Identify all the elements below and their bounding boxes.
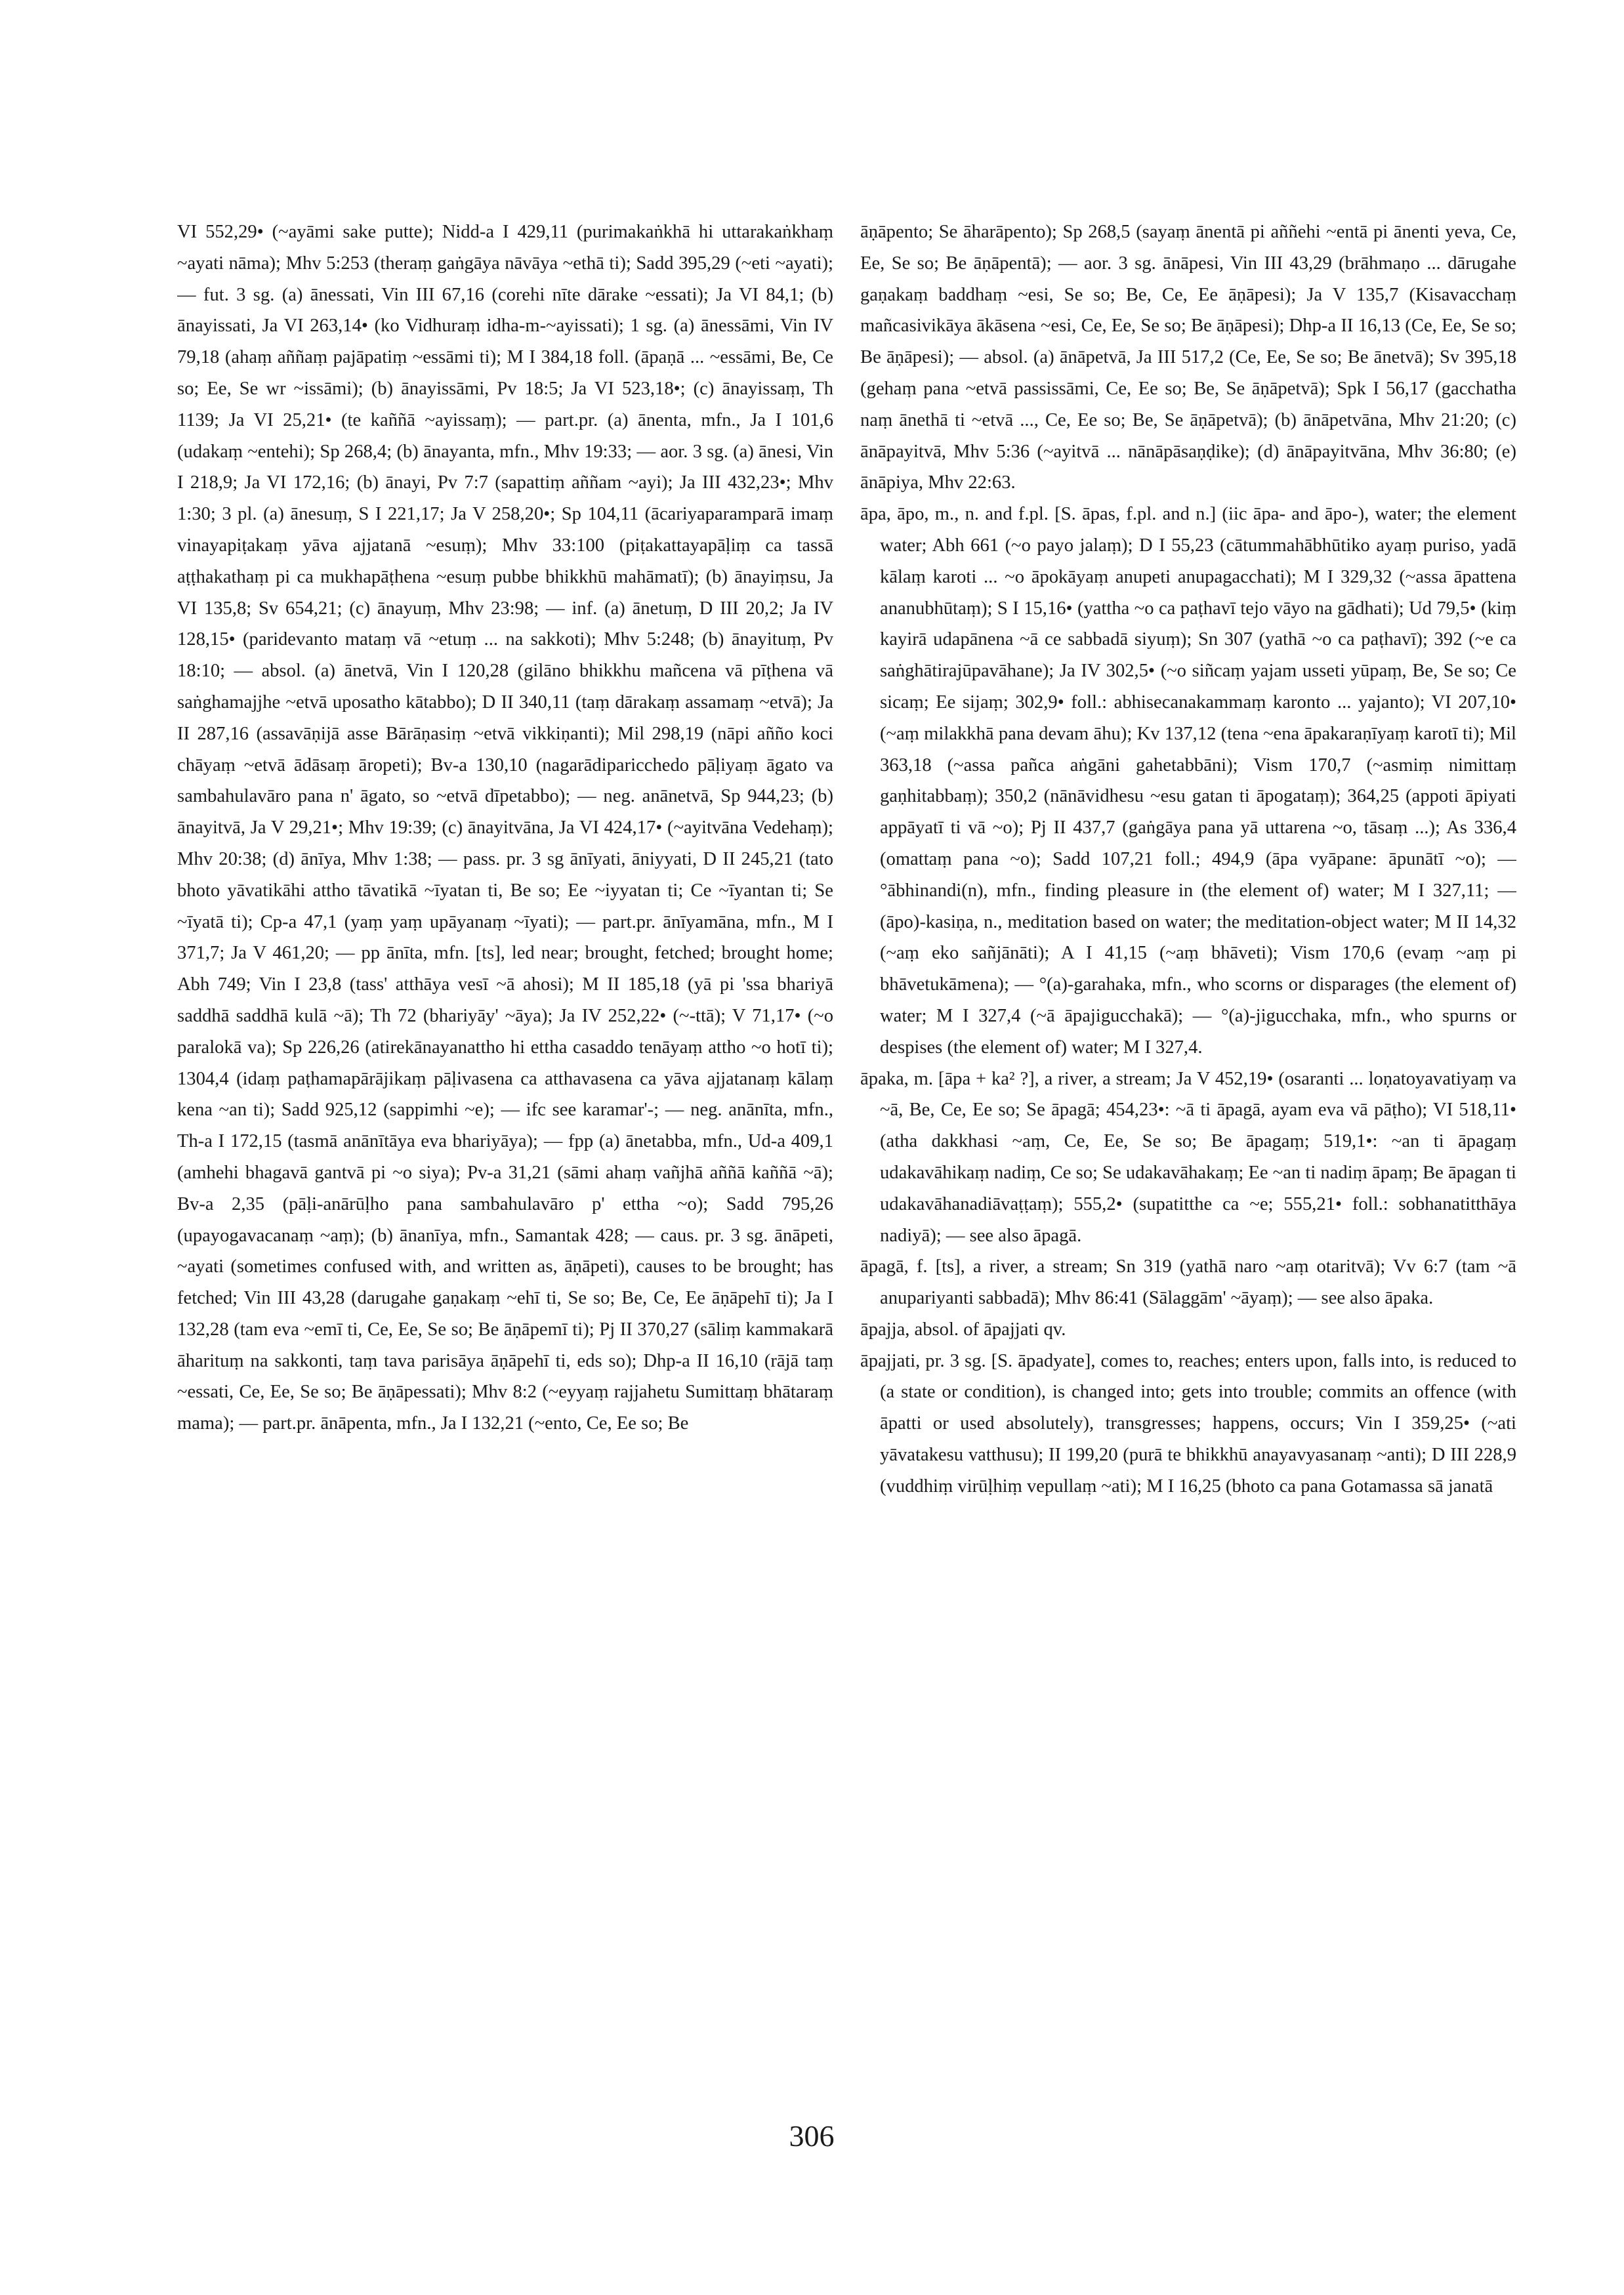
entry-apajjati: āpajjati, pr. 3 sg. [S. āpadyate], comes to, reaches; enters upon, falls into, is reduced to (a state or condition), is changed into; gets into trouble; commits an offence (with āpatti or used absolutely), transgresses; happens, occurs; Vin I 359,25• (~ati yāvatakesu vatthusu); II 199,20 (purā te bhikkhū anayavyasanaṃ ~anti); D III 228,9 (vuddhiṃ virūḷhiṃ vepullaṃ ~ati); M I 16,25 (bhoto ca pana Gotamassa sā janatā xyxy=(860,1350,1516,1497)
left-column xyxy=(177,217,833,2119)
entry-apaga: āpagā, f. [ts], a river, a stream; Sn 319 (yathā naro ~aṃ otaritvā); Vv 6:7 (tam ~ā anupariyanti sabbadā); Mhv 86:41 (Sālaggām' ~āyaṃ); — see also āpaka. xyxy=(860,1256,1516,1309)
entry-continuation: āṇāpento; Se āharāpento); Sp 268,5 (sayaṃ ānentā pi aññehi ~entā pi ānenti yeva, Ce, Ee, Se so; Be āṇāpentā); — aor. 3 sg. ānāpesi, Vin III 43,29 (brāhmaṇo ... dārugahe gaṇakaṃ baddhaṃ ~esi, Se so; Be, Ce, Ee āṇāpesi); Ja V 135,7 (Kisavacchaṃ mañcasivikāya ākāsena ~esi, Ce, Ee, Se so; Be āṇāpesi); Dhp-a II 16,13 (Ce, Ee, Se so; Be āṇāpesi); — absol. (a) ānāpetvā, Ja III 517,2 (Ce, Ee, Se so; Be ānetvā); Sv 395,18 (gehaṃ pana ~etvā passissāmi, Ce, Ee so; Be, Se āṇāpetvā); Spk I 56,17 (gacchatha naṃ ānethā ti ~etvā ..., Ce, Ee so; Be, Se āṇāpetvā); (b) ānāpetvāna, Mhv 21:20; (c) ānāpayitvā, Mhv 5:36 (~ayitvā ... nānāpāsaṇḍike); (d) ānāpayitvāna, Mhv 36:80; (e) ānāpiya, Mhv 22:63. xyxy=(860,222,1516,493)
entry-apaka: āpaka, m. [āpa + ka² ?], a river, a stream; Ja V 452,19• (osaranti ... loṇatoyavatiyaṃ va ~ā, Be, Ce, Ee so; Se āpagā; 454,23•: ~ā ti āpagā, ayam eva vā pāṭho); VI 518,11• (atha dakkhasi ~aṃ, Ce, Ee, Se so; Be āpagaṃ; 519,1•: ~an ti āpagaṃ udakavāhikaṃ nadiṃ, Ce so; Se udakavāhakaṃ; Ee ~an ti nadiṃ āpaṃ; Be āpagan ti udakavāhanadiāvaṭṭaṃ); 555,2• (supatitthe ca ~e; 555,21• foll.: sobhanatitthāya nadiyā); — see also āpagā. xyxy=(860,1068,1516,1246)
page-number: 306 xyxy=(789,2119,835,2153)
entry-apa: āpa, āpo, m., n. and f.pl. [S. āpas, f.pl. and n.] (iic āpa- and āpo-), water; the element water; Abh 661 (~o payo jalaṃ); D I 55,23 (cātummahābhūtiko ayaṃ puriso, yadā kālaṃ karoti ... ~o āpokāyaṃ anupeti anupagacchati); M I 329,32 (~assa āpattena ananubhūtaṃ); S I 15,16• (yattha ~o ca paṭhavī tejo vāyo na gādhati); Ud 79,5• (kiṃ kayirā udapānena ~ā ce sabbadā siyuṃ); Sn 307 (yathā ~o ca paṭhavī); 392 (~e ca saṅghātirajūpavāhane); Ja IV 302,5• (~o siñcaṃ yajam usseti yūpaṃ, Be, Se so; Ce sicaṃ; Ee sijaṃ; 302,9• foll.: abhisecanakammaṃ karonto ... yajanto); VI 207,10• (~aṃ milakkhā pana devam āhu); Kv 137,12 (tena ~ena āpakaraṇīyaṃ karotī ti); Mil 363,18 (~assa pañca aṅgāni gahetabbāni); Vism 170,7 (~asmiṃ nimittaṃ gaṇhitabbaṃ); 350,2 (nānāvidhesu ~esu gatan ti āpogataṃ); 364,25 (appoti āpiyati appāyatī ti vā ~o); Pj II 437,7 (gaṅgāya pana yā uttarena ~o, tāsaṃ ...); As 336,4 (omattaṃ pana ~o); Sadd 107,21 foll.; 494,9 (āpa vyāpane: āpunātī ~o); — °ābhinandi(n), mfn., finding pleasure in (the element of) water; M I 327,11; — (āpo)-kasiṇa, n., meditation based on water; the meditation-object water; M II 14,32 (~aṃ eko sañjānāti); A I 41,15 (~aṃ bhāveti); Vism 170,6 (evaṃ ~aṃ pi bhāvetukāmena); — °(a)-garahaka, mfn., who scorns or disparages (the element of) water; M I 327,4 (~ā āpajigucchakā); — °(a)-jigucchaka, mfn., who spurns or despises (the element of) water; M I 327,4. xyxy=(860,504,1516,1058)
right-column xyxy=(860,217,1516,2119)
entry-apajja: āpajja, absol. of āpajjati qv. xyxy=(860,1319,1066,1340)
left-column-text: VI 552,29• (~ayāmi sake putte); Nidd-a I 429,11 (purimakaṅkhā hi uttarakaṅkhaṃ ~ayati nāma); Mhv 5:253 (theraṃ gaṅgāya nāvāya ~ethā ti); Sadd 395,29 (~eti ~ayati); — fut. 3 sg. (a) ānessati, Vin III 67,16 (corehi nīte dārake ~essati); Ja VI 84,1; (b) ānayissati, Ja VI 263,14• (ko Vidhuraṃ idha-m-~ayissati); 1 sg. (a) ānessāmi, Vin IV 79,18 (ahaṃ aññaṃ pajāpatiṃ ~essāmi ti); M I 384,18 foll. (āpaṇā ... ~essāmi, Be, Ce so; Ee, Se wr ~issāmi); (b) ānayissāmi, Pv 18:5; Ja VI 523,18•; (c) ānayissaṃ, Th 1139; Ja VI 25,21• (te kaññā ~ayissaṃ); — part.pr. (a) ānenta, mfn., Ja I 101,6 (udakaṃ ~entehi); Sp 268,4; (b) ānayanta, mfn., Mhv 19:33; — aor. 3 sg. (a) ānesi, Vin I 218,9; Ja VI 172,16; (b) ānayi, Pv 7:7 (sapattiṃ aññam ~ayi); Ja III 432,23•; Mhv 1:30; 3 pl. (a) ānesuṃ, S I 221,17; Ja V 258,20•; Sp 104,11 (ācariyaparamparā imaṃ vinayapiṭakaṃ yāva ajjatanā ~esuṃ); Mhv 33:100 (piṭakattayapāḷiṃ ca tassā aṭṭhakathaṃ pi ca mukhapāṭhena ~esuṃ pubbe bhikkhū mahāmatī); (b) ānayiṃsu, Ja VI 135,8; Sv 654,21; (c) ānayuṃ, Mhv 23:98; — inf. (a) ānetuṃ, D III 20,2; Ja IV 128,15• (paridevanto mataṃ vā ~etuṃ ... na sakkoti); Mhv 5:248; (b) ānayituṃ, Pv 18:10; — absol. (a) ānetvā, Vin I 120,28 (gilāno bhikkhu mañcena vā pīṭhena vā saṅghamajjhe ~etvā uposatho kātabbo); D II 340,11 (taṃ dārakaṃ assamaṃ ~etvā); Ja II 287,16 (assavāṇijā asse Bārāṇasiṃ ~etvā vikkiṇanti); Mil 298,19 (nāpi añño koci chāyaṃ ~etvā ādāsaṃ āropeti); Bv-a 130,10 (nagarādiparicchedo pāḷiyaṃ āgato va sambahulavāro pana n' āgato, so ~etvā dīpetabbo); — neg. anānetvā, Sp 944,23; (b) ānayitvā, Ja V 29,21•; Mhv 19:39; (c) ānayitvāna, Ja VI 424,17• (~ayitvāna Vedehaṃ); Mhv 20:38; (d) ānīya, Mhv 1:38; — pass. pr. 3 sg ānīyati, āniyyati, D II 245,21 (tato bhoto yāvatikāhi attho tāvatikā ~īyatan ti, Be so; Ee ~iyyatan ti; Ce ~īyantan ti; Se ~īyatā ti); Cp-a 47,1 (yaṃ yaṃ upāyanaṃ ~īyati); — part.pr. ānīyamāna, mfn., M I 371,7; Ja V 461,20; — pp ānīta, mfn. [ts], led near; brought, fetched; brought home; Abh 749; Vin I 23,8 (tass' atthāya vesī ~ā ahosi); M II 185,18 (yā pi 'ssa bhariyā saddhā saddhā kulā ~ā); Th 72 (bhariyāy' ~āya); Ja IV 252,22• (~-ttā); V 71,17• (~o paralokā va); Sp 226,26 (atirekānayanattho hi ettha casaddo tenāyaṃ attho ~o hotī ti); 1304,4 (idaṃ paṭhamapārājikaṃ pāḷivasena ca atthavasena ca yāva ajjatanaṃ kālaṃ kena ~an ti); Sadd 925,12 (sappimhi ~e); — ifc see karamar'-; — neg. anānīta, mfn., Th-a I 172,15 (tasmā anānītāya eva bhariyāya); — fpp (a) ānetabba, mfn., Ud-a 409,1 (amhehi bhagavā gantvā pi ~o siya); Pv-a 31,21 (sāmi ahaṃ vañjhā aññā kaññā ~ā); Bv-a 2,35 (pāḷi-anārūḷho pana sambahulavāro p' ettha ~o); Sadd 795,26 (upayogavacanaṃ ~aṃ); (b) ānanīya, mfn., Samantak 428; — caus. pr. 3 sg. ānāpeti, ~ayati (sometimes confused with, and written as, āṇāpeti), causes to be brought; has fetched; Vin III 43,28 (darugahe gaṇakaṃ ~ehī ti, Se so; Be, Ce, Ee āṇāpehī ti); Ja I 132,28 (tam eva ~emī ti, Ce, Ee, Se so; Be āṇāpemī ti); Pj II 370,27 (sāliṃ kammakarā āharituṃ na sakkonti, taṃ tava parisāya āṇāpehī ti, eds so); Dhp-a II 16,10 (rājā taṃ ~essati, Ce, Ee, Se so; Be āṇāpessati); Mhv 8:2 (~eyyaṃ rajjahetu Sumittaṃ bhātaraṃ mama); — part.pr. ānāpenta, mfn., Ja I 132,21 (~ento, Ce, Ee so; Be xyxy=(177,222,833,1434)
